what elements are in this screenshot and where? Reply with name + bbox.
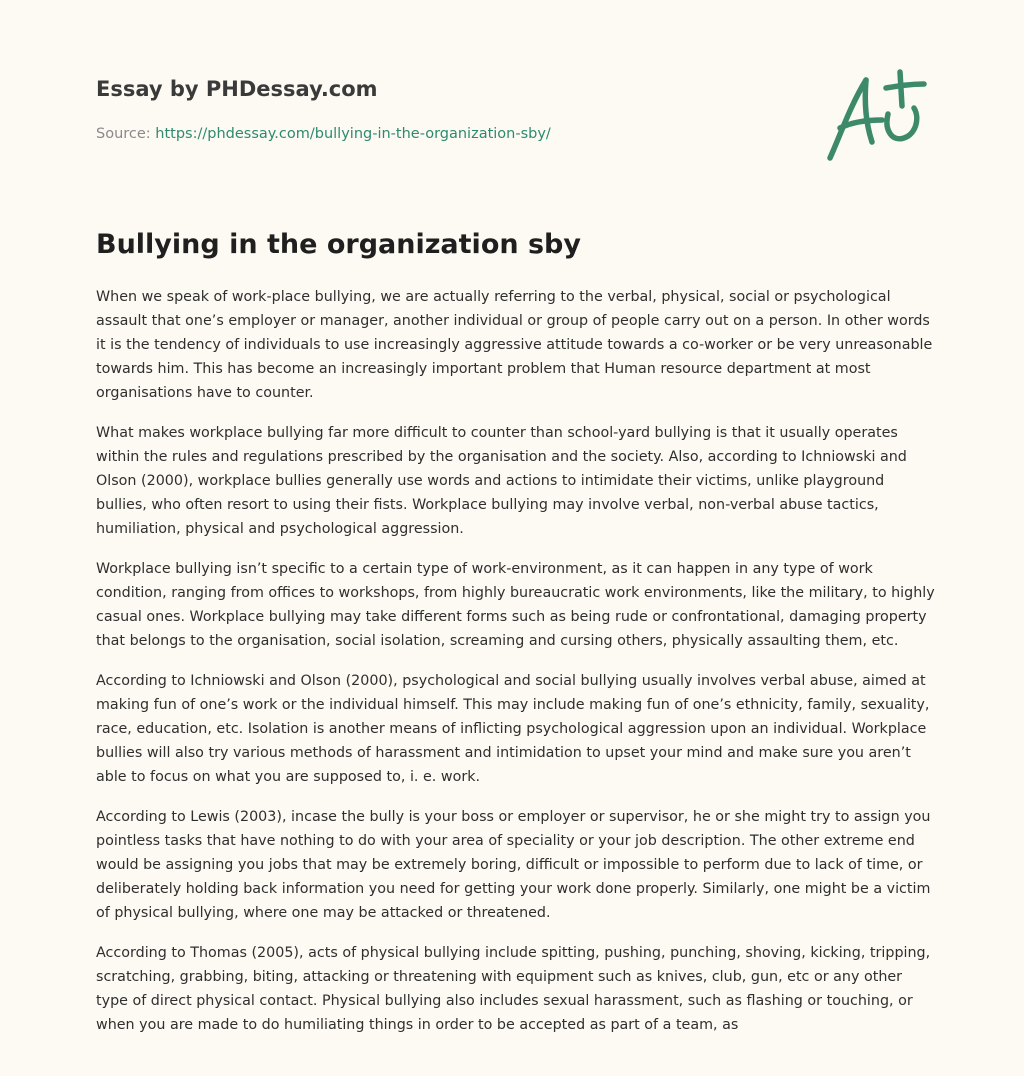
- essay-paragraph: What makes workplace bullying far more difficult to counter than school-yard bullying is that it usually operates within the rules and regulations prescribed by the organisation and the society. Also, according to Ichniowski and Olson (2000), workplace bullies generally use words and actions to intimidate their victims, unlike playground bullies, who often resort to using their fists. Workplace bullying may involve verbal, non-verbal abuse tactics, humiliation, physical and psychological aggression.: [96, 425, 907, 537]
- essay-body: [96, 285, 936, 1053]
- source-line: [96, 124, 928, 144]
- essay-paragraph: According to Thomas (2005), acts of physical bullying include spitting, pushing, punching, shoving, kicking, tripping, scratching, grabbing, biting, attacking or threatening with equipment such as knives, club, gun, etc or any other type of direct physical contact. Physical bullying also includes sexual harassment, such as flashing or touching, or when you are made to do humiliating things in order to be accepted as part of a team, as: [96, 945, 931, 1033]
- source-link[interactable]: https://phdessay.com/bullying-in-the-organization-sby/: [155, 126, 551, 142]
- essay-paragraph: Workplace bullying isn’t specific to a certain type of work-environment, as it can happen in any type of work condition, ranging from offices to workshops, from highly bureaucratic work environments, like the military, to highly casual ones. Workplace bullying may take different forms such as being rude or confrontational, damaging property that belongs to the organisation, social isolation, screaming and cursing others, physically assaulting them, etc.: [96, 561, 935, 649]
- a-plus-grade-icon: [822, 66, 932, 166]
- essay-title: Bullying in the organization sby: [96, 229, 581, 260]
- site-title: Essay by PHDessay.com: [96, 77, 378, 101]
- essay-paragraph: According to Lewis (2003), incase the bully is your boss or employer or supervisor, he or she might try to assign you pointless tasks that have nothing to do with your area of speciality or your job description. The other extreme end would be assigning you jobs that may be extremely boring, difficult or impossible to perform due to lack of time, or deliberately holding back information you need for getting your work done properly. Similarly, one might be a victim of physical bullying, where one may be attacked or threatened.: [96, 809, 931, 921]
- page-header: [96, 74, 928, 144]
- source-label: Source:: [96, 126, 156, 142]
- essay-paragraph: According to Ichniowski and Olson (2000), psychological and social bullying usually involves verbal abuse, aimed at making fun of one’s work or the individual himself. This may include making fun of one’s ethnicity, family, sexuality, race, education, etc. Isolation is another means of inflicting psychological aggression upon an individual. Workplace bullies will also try various methods of harassment and intimidation to upset your mind and make sure you aren’t able to focus on what you are supposed to, i. e. work.: [96, 673, 930, 785]
- essay-paragraph: When we speak of work-place bullying, we are actually referring to the verbal, physical, social or psychological assault that one’s employer or manager, another individual or group of people carry out on a person. In other words it is the tendency of individuals to use increasingly aggressive attitude towards a co-worker or be very unreasonable towards him. This has become an increasingly important problem that Human resource department at most organisations have to counter.: [96, 289, 933, 401]
